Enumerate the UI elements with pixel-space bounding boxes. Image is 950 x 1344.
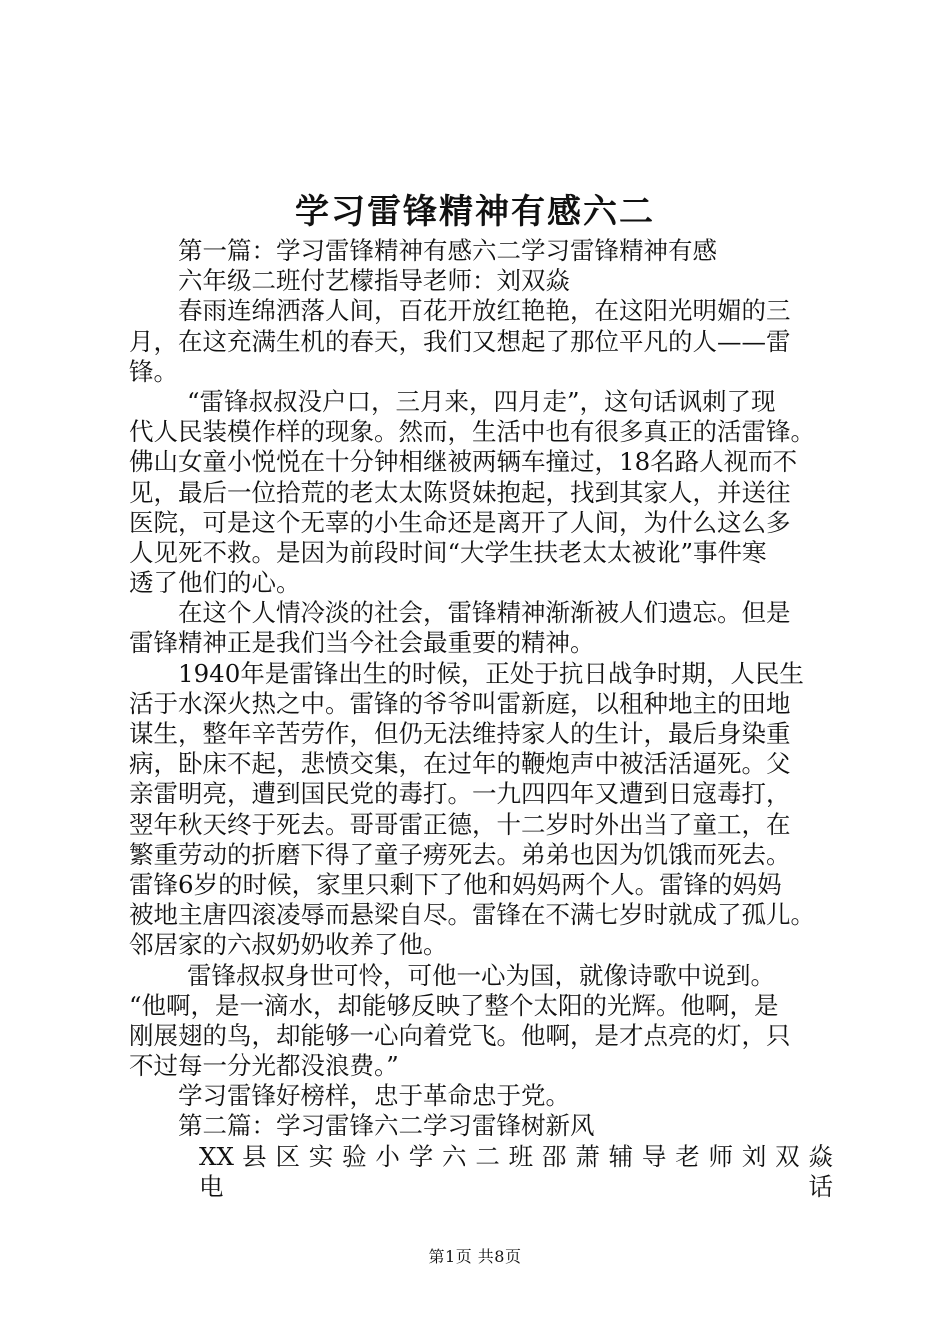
text-line: 医院，可是这个无辜的小生命还是离开了人间，为什么这么多 — [129, 507, 791, 537]
text-line: 人见死不救。是因为前段时间“大学生扶老太太被讹”事件寒 — [129, 537, 767, 567]
text-line: 雷锋叔叔身世可怜，可他一心为国，就像诗歌中说到。 — [187, 960, 775, 990]
text-line: 谋生，整年辛苦劳作，但仍无法维持家人的生计，最后身染重 — [129, 719, 791, 748]
text-line: 月，在这充满生机的春天，我们又想起了那位平凡的人——雷 — [129, 326, 791, 356]
text-line: 第二篇：学习雷锋六二学习雷锋树新风 — [178, 1111, 595, 1141]
text-line: 翌年秋天终于死去。哥哥雷正德，十二岁时外出当了童工，在 — [129, 809, 791, 839]
page-number-footer: 第1页 共8页 — [428, 1247, 522, 1266]
document-title: 学习雷锋精神有感六二 — [295, 192, 655, 232]
text-line: “雷锋叔叔没户口，三月来，四月走”，这句话讽刺了现 — [187, 386, 776, 416]
text-line: 六年级二班付艺檬指导老师：刘双焱 — [178, 266, 570, 296]
text-line: 1940年是雷锋出生的时候，正处于抗日战争时期，人民生 — [178, 658, 804, 688]
text-line: 邻居家的六叔奶奶收养了他。 — [129, 930, 448, 960]
text-line: 被地主唐四滚凌辱而悬梁自尽。雷锋在不满七岁时就成了孤儿。 — [129, 900, 815, 930]
text-line: 佛山女童小悦悦在十分钟相继被两辆车撞过，18名路人视而不 — [129, 447, 798, 477]
text-line: 代人民装模作样的现象。然而，生活中也有很多真正的活雷锋。 — [129, 417, 815, 447]
text-line: 在这个人情冷淡的社会，雷锋精神渐渐被人们遗忘。但是 — [178, 598, 791, 628]
text-line: “他啊，是一滴水，却能够反映了整个太阳的光辉。他啊，是 — [129, 990, 779, 1020]
document-body — [129, 236, 833, 1201]
text-line: 活于水深火热之中。雷锋的爷爷叫雷新庭，以租种地主的田地 — [129, 688, 791, 718]
text-line: 春雨连绵洒落人间，百花开放红艳艳，在这阳光明媚的三 — [178, 296, 791, 326]
text-line: 不过每一分光都没浪费。” — [129, 1051, 399, 1081]
text-line: 学习雷锋好榜样，忠于革命忠于党。 — [178, 1081, 570, 1111]
text-line: 雷锋精神正是我们当今社会最重要的精神。 — [129, 628, 595, 658]
text-line: 锋。 — [129, 356, 178, 386]
text-line: 亲雷明亮，遭到国民党的毒打。一九四四年又遭到日寇毒打， — [129, 779, 791, 809]
text-line: 刚展翅的鸟，却能够一心向着党飞。他啊，是才点亮的灯，只 — [129, 1020, 791, 1050]
text-line: 雷锋6岁的时候，家里只剩下了他和妈妈两个人。雷锋的妈妈 — [129, 869, 782, 899]
text-line: 病，卧床不起，悲愤交集，在过年的鞭炮声中被活活逼死。父 — [129, 749, 791, 779]
text-line: XX 县 区 实 验 小 学 六 二 班 邵 萧 辅 导 老 师 刘 双 焱 电 话 — [199, 1141, 833, 1201]
text-line: 繁重劳动的折磨下得了童子痨死去。弟弟也因为饥饿而死去。 — [129, 839, 791, 869]
text-line: 见，最后一位拾荒的老太太陈贤妹抱起，找到其家人，并送往 — [129, 477, 791, 507]
text-line: 第一篇：学习雷锋精神有感六二学习雷锋精神有感 — [178, 236, 717, 265]
text-line: 透了他们的心。 — [129, 568, 301, 598]
